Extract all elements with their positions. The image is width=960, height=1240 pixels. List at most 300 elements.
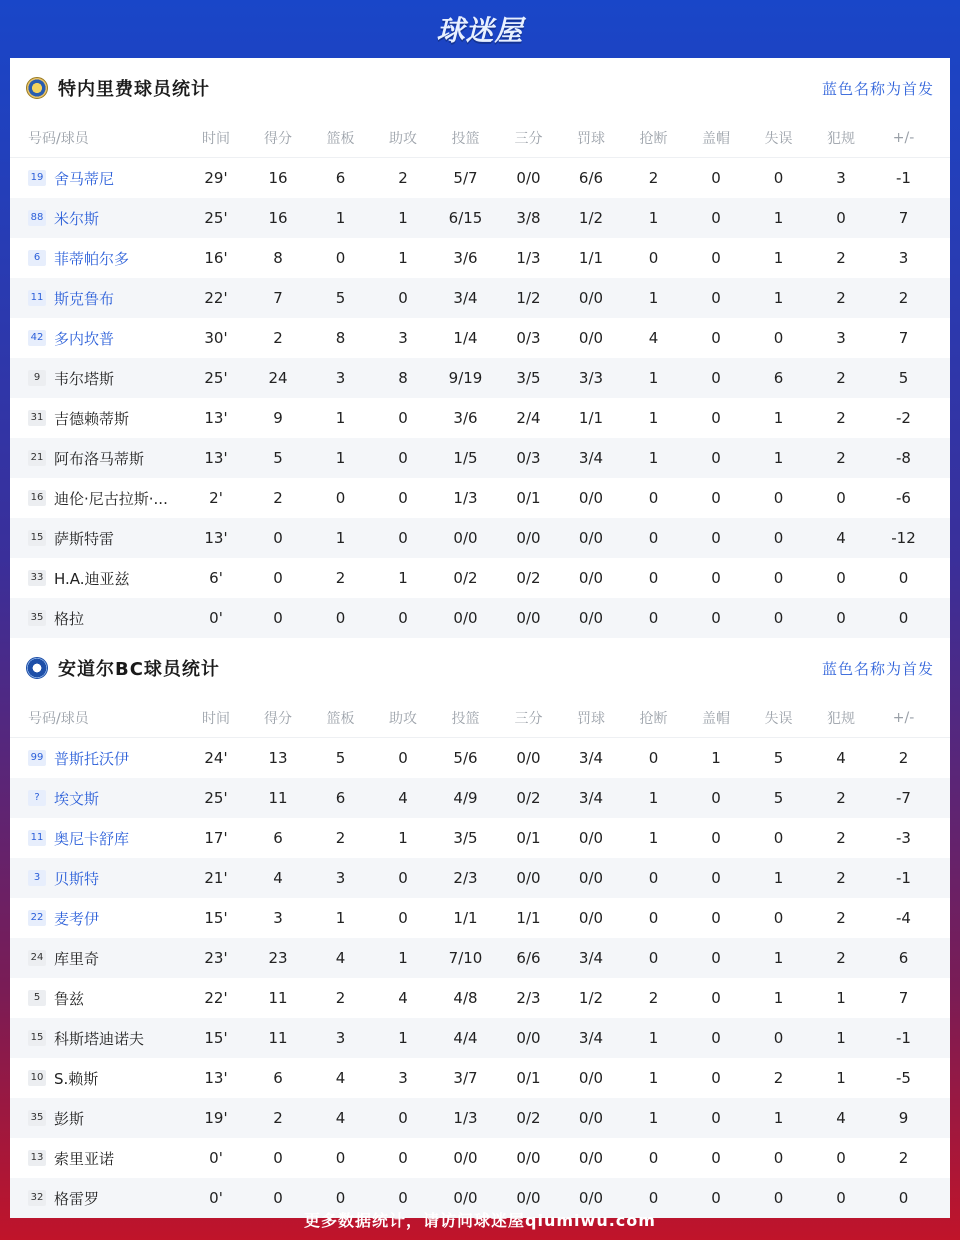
player-row[interactable] [10, 598, 950, 638]
player-cell[interactable] [10, 748, 185, 769]
stat-steals-col: 1 [648, 1109, 659, 1127]
header-fouls-col: 犯规 [827, 710, 855, 727]
player-row[interactable] [10, 778, 950, 818]
stat-field-goals-col: 2/3 [453, 869, 478, 887]
header-steals-col: 抢断 [639, 710, 668, 727]
stat-three-pointers-col: 0/1 [516, 489, 541, 507]
stat-plus-minus-col: 2 [898, 289, 909, 307]
stat-fouls-col: 1 [836, 989, 846, 1007]
player-row[interactable] [10, 1018, 950, 1058]
header-fouls-col: 犯规 [827, 130, 855, 147]
jersey-number: 35 [28, 610, 46, 626]
player-name[interactable]: 鲁兹 [54, 989, 85, 1008]
stat-steals-col: 1 [648, 289, 659, 307]
stat-plus-minus-col: 7 [898, 329, 909, 347]
team-section [10, 58, 950, 638]
player-cell[interactable] [10, 1068, 185, 1089]
footer-banner[interactable]: 更多数据统计，请访问球迷屋qiumiwu.com [304, 1210, 656, 1230]
stat-time-col: 0' [209, 1189, 223, 1207]
stat-points-col: 2 [273, 489, 283, 507]
stat-blocks-col: 0 [711, 869, 721, 887]
player-name[interactable]: H.A.迪亚兹 [54, 569, 130, 588]
player-row[interactable] [10, 398, 950, 438]
player-name[interactable]: 萨斯特雷 [54, 529, 115, 548]
stat-points-col: 16 [268, 169, 288, 187]
header-steals-col: 抢断 [639, 130, 668, 147]
stat-blocks-col: 0 [711, 329, 721, 347]
stat-plus-minus-col: -5 [896, 1069, 911, 1087]
jersey-number: 31 [28, 410, 46, 426]
stat-time-col: 2' [209, 489, 223, 507]
stat-time-col: 6' [209, 569, 223, 587]
stat-field-goals-col: 0/0 [453, 529, 478, 547]
jersey-number: 42 [28, 330, 46, 346]
stat-points-col: 7 [273, 289, 283, 307]
player-cell[interactable] [10, 448, 185, 469]
header-free-throws-col: 罚球 [577, 130, 605, 147]
player-cell[interactable] [10, 948, 185, 969]
stat-steals-col: 0 [648, 869, 659, 887]
stat-points-col: 0 [273, 569, 283, 587]
jersey-number: 21 [28, 450, 46, 466]
player-cell[interactable] [10, 868, 185, 889]
stat-time-col: 30' [204, 329, 228, 347]
player-cell[interactable] [10, 608, 185, 629]
stat-fouls-col: 2 [836, 789, 846, 807]
stat-free-throws-col: 0/0 [578, 909, 604, 927]
stat-turnovers-col: 0 [773, 529, 784, 547]
stat-assists-col: 2 [398, 169, 408, 187]
player-cell[interactable] [10, 1108, 185, 1129]
stat-steals-col: 0 [648, 529, 659, 547]
stat-steals-col: 2 [648, 989, 659, 1007]
stat-steals-col: 0 [648, 489, 659, 507]
stat-field-goals-col: 4/8 [453, 989, 478, 1007]
jersey-number: 15 [28, 530, 46, 546]
stat-assists-col: 0 [398, 489, 408, 507]
player-row[interactable] [10, 978, 950, 1018]
header-field-goals-col: 投篮 [451, 710, 480, 727]
header-rebounds-col: 篮板 [326, 710, 355, 727]
player-row[interactable] [10, 738, 950, 778]
tenerife-team-logo-icon [26, 77, 48, 99]
stat-fouls-col: 2 [836, 369, 846, 387]
stat-turnovers-col: 5 [773, 749, 784, 767]
stat-turnovers-col: 1 [773, 409, 784, 427]
stat-field-goals-col: 3/6 [453, 249, 478, 267]
stat-steals-col: 0 [648, 1149, 659, 1167]
player-cell[interactable] [10, 368, 185, 389]
stat-free-throws-col: 1/1 [578, 249, 604, 267]
stat-assists-col: 1 [398, 249, 408, 267]
player-name[interactable]: 舍马蒂尼 [54, 169, 115, 188]
stat-plus-minus-col: -4 [896, 909, 911, 927]
stat-field-goals-col: 3/6 [453, 409, 478, 427]
player-cell[interactable] [10, 1148, 185, 1169]
stat-field-goals-col: 1/5 [453, 449, 478, 467]
stat-fouls-col: 2 [836, 449, 846, 467]
stat-plus-minus-col: 5 [898, 369, 909, 387]
stat-three-pointers-col: 0/1 [516, 829, 541, 847]
stat-rebounds-col: 3 [335, 1029, 346, 1047]
player-row[interactable] [10, 238, 950, 278]
stat-rebounds-col: 3 [335, 369, 346, 387]
header-assists-col: 助攻 [389, 710, 417, 727]
stat-steals-col: 0 [648, 609, 659, 627]
stat-points-col: 16 [268, 209, 288, 227]
stat-field-goals-col: 1/3 [453, 1109, 478, 1127]
player-name[interactable]: 米尔斯 [54, 209, 100, 228]
stat-three-pointers-col: 3/5 [516, 369, 541, 387]
stat-free-throws-col: 0/0 [578, 1069, 604, 1087]
stat-free-throws-col: 0/0 [578, 289, 604, 307]
player-row[interactable] [10, 158, 950, 198]
stat-fouls-col: 3 [836, 329, 846, 347]
stat-free-throws-col: 1/1 [578, 409, 604, 427]
stat-assists-col: 4 [398, 789, 408, 807]
player-row[interactable] [10, 558, 950, 598]
andorra-team-logo-icon [26, 657, 48, 679]
stat-time-col: 24' [204, 749, 228, 767]
player-row[interactable] [10, 818, 950, 858]
stat-free-throws-col: 0/0 [578, 1109, 604, 1127]
stat-fouls-col: 4 [836, 1109, 846, 1127]
stat-turnovers-col: 1 [773, 209, 784, 227]
stat-points-col: 5 [273, 449, 283, 467]
stat-rebounds-col: 1 [335, 449, 346, 467]
stat-points-col: 6 [273, 829, 283, 847]
stat-fouls-col: 4 [836, 529, 846, 547]
stat-free-throws-col: 3/4 [578, 789, 604, 807]
stat-fouls-col: 0 [836, 209, 846, 227]
stat-three-pointers-col: 0/0 [516, 749, 541, 767]
stat-time-col: 23' [204, 949, 228, 967]
stat-assists-col: 0 [398, 1149, 408, 1167]
player-name[interactable]: 贝斯特 [54, 869, 100, 888]
stat-three-pointers-col: 0/3 [516, 449, 541, 467]
team-title: 特内里费球员统计 [58, 79, 210, 100]
stat-time-col: 0' [209, 609, 223, 627]
stat-fouls-col: 1 [836, 1029, 846, 1047]
header-plus-minus-col: +/- [892, 129, 915, 146]
player-name[interactable]: S.赖斯 [54, 1069, 99, 1088]
stat-blocks-col: 0 [711, 369, 721, 387]
stat-plus-minus-col: -8 [896, 449, 911, 467]
stat-free-throws-col: 0/0 [578, 529, 604, 547]
stat-fouls-col: 2 [836, 409, 846, 427]
stat-plus-minus-col: -3 [896, 829, 911, 847]
stat-blocks-col: 0 [711, 409, 721, 427]
stat-three-pointers-col: 0/2 [516, 569, 541, 587]
stat-blocks-col: 0 [711, 1189, 721, 1207]
player-row[interactable] [10, 1058, 950, 1098]
player-name[interactable]: 奥尼卡舒库 [54, 829, 130, 848]
stat-rebounds-col: 2 [335, 569, 346, 587]
stat-fouls-col: 0 [836, 1189, 846, 1207]
stat-free-throws-col: 1/2 [578, 209, 604, 227]
stat-blocks-col: 0 [711, 569, 721, 587]
stat-rebounds-col: 4 [335, 1109, 346, 1127]
player-cell[interactable] [10, 1028, 185, 1049]
player-name[interactable]: 阿布洛马蒂斯 [54, 449, 145, 468]
header-time-col: 时间 [202, 710, 230, 727]
stat-turnovers-col: 0 [773, 1189, 784, 1207]
stat-assists-col: 3 [398, 329, 408, 347]
stats-card [10, 58, 950, 1208]
stat-assists-col: 1 [398, 949, 408, 967]
stat-rebounds-col: 0 [335, 1149, 346, 1167]
stat-points-col: 0 [273, 1149, 283, 1167]
player-row[interactable] [10, 478, 950, 518]
player-cell[interactable] [10, 168, 185, 189]
stat-turnovers-col: 0 [773, 829, 784, 847]
stat-rebounds-col: 0 [335, 249, 346, 267]
stat-assists-col: 1 [398, 829, 408, 847]
player-name[interactable]: 格雷罗 [54, 1189, 100, 1208]
stat-points-col: 2 [273, 1109, 283, 1127]
stat-field-goals-col: 1/4 [453, 329, 478, 347]
stat-points-col: 11 [268, 989, 288, 1007]
player-name[interactable]: 彭斯 [54, 1109, 85, 1128]
stat-assists-col: 1 [398, 1029, 408, 1047]
stat-rebounds-col: 5 [335, 749, 346, 767]
stat-plus-minus-col: -7 [896, 789, 911, 807]
jersey-number: 6 [28, 250, 46, 266]
stat-free-throws-col: 3/4 [578, 449, 604, 467]
player-name[interactable]: 埃文斯 [54, 789, 100, 808]
player-cell[interactable] [10, 988, 185, 1009]
top-banner [0, 0, 960, 58]
stat-field-goals-col: 7/10 [448, 949, 483, 967]
player-cell[interactable] [10, 568, 185, 589]
stat-blocks-col: 1 [711, 749, 721, 767]
player-row[interactable] [10, 858, 950, 898]
player-name[interactable]: 格拉 [54, 609, 85, 628]
header-field-goals-col: 投篮 [451, 130, 480, 147]
stat-rebounds-col: 6 [335, 789, 346, 807]
header-plus-minus-col: +/- [892, 709, 915, 726]
player-name[interactable]: 韦尔塔斯 [54, 369, 115, 388]
stat-fouls-col: 4 [836, 749, 846, 767]
jersey-number: 19 [28, 170, 46, 186]
stat-fouls-col: 0 [836, 489, 846, 507]
stat-fouls-col: 3 [836, 169, 846, 187]
stat-free-throws-col: 3/4 [578, 749, 604, 767]
stat-fouls-col: 2 [836, 949, 846, 967]
header-three-pointers-col: 三分 [514, 130, 543, 147]
stat-turnovers-col: 0 [773, 1029, 784, 1047]
stat-plus-minus-col: 9 [898, 1109, 909, 1127]
jersey-number: 16 [28, 490, 46, 506]
stat-turnovers-col: 5 [773, 789, 784, 807]
jersey-number: 24 [28, 950, 46, 966]
stat-turnovers-col: 0 [773, 329, 784, 347]
jersey-number: 9 [28, 370, 46, 386]
player-row[interactable] [10, 938, 950, 978]
stat-plus-minus-col: 0 [898, 569, 909, 587]
player-row[interactable] [10, 1138, 950, 1178]
header-time-col: 时间 [202, 130, 230, 147]
stat-steals-col: 0 [648, 569, 659, 587]
stat-three-pointers-col: 0/0 [516, 1029, 541, 1047]
jersey-number: 33 [28, 570, 46, 586]
stat-time-col: 13' [204, 449, 228, 467]
stat-plus-minus-col: 7 [898, 989, 909, 1007]
player-row[interactable] [10, 438, 950, 478]
header-player: 号码/球员 [28, 710, 89, 727]
stat-steals-col: 0 [648, 909, 659, 927]
stat-assists-col: 0 [398, 1189, 408, 1207]
player-cell[interactable] [10, 908, 185, 929]
stat-free-throws-col: 0/0 [578, 569, 604, 587]
stat-blocks-col: 0 [711, 1109, 721, 1127]
stat-rebounds-col: 8 [335, 329, 346, 347]
stat-steals-col: 4 [648, 329, 659, 347]
player-cell[interactable] [10, 408, 185, 429]
stat-rebounds-col: 1 [335, 909, 346, 927]
stat-assists-col: 0 [398, 449, 408, 467]
stat-three-pointers-col: 0/3 [516, 329, 541, 347]
stat-assists-col: 0 [398, 529, 408, 547]
stat-field-goals-col: 4/4 [453, 1029, 478, 1047]
stat-rebounds-col: 0 [335, 489, 346, 507]
jersey-number: 13 [28, 1150, 46, 1166]
team-header [10, 638, 950, 698]
player-name[interactable]: 菲蒂帕尔多 [54, 249, 130, 268]
stat-time-col: 25' [204, 209, 228, 227]
header-free-throws-col: 罚球 [577, 710, 605, 727]
stat-blocks-col: 0 [711, 1069, 721, 1087]
stat-assists-col: 3 [398, 1069, 408, 1087]
stat-fouls-col: 2 [836, 869, 846, 887]
player-row[interactable] [10, 318, 950, 358]
player-name[interactable]: 索里亚诺 [54, 1149, 115, 1168]
player-name[interactable]: 吉德赖蒂斯 [54, 409, 130, 428]
stat-three-pointers-col: 0/2 [516, 789, 541, 807]
stat-rebounds-col: 1 [335, 409, 346, 427]
player-row[interactable] [10, 358, 950, 398]
header-points-col: 得分 [264, 130, 292, 147]
player-name[interactable]: 库里奇 [54, 949, 100, 968]
stat-turnovers-col: 1 [773, 989, 784, 1007]
stat-three-pointers-col: 0/0 [516, 1149, 541, 1167]
stat-three-pointers-col: 1/2 [516, 289, 541, 307]
stat-three-pointers-col: 0/0 [516, 169, 541, 187]
jersey-number: 11 [28, 830, 46, 846]
stat-turnovers-col: 0 [773, 1149, 784, 1167]
player-row[interactable] [10, 278, 950, 318]
stat-time-col: 13' [204, 409, 228, 427]
stat-blocks-col: 0 [711, 829, 721, 847]
jersey-number: 35 [28, 1110, 46, 1126]
stat-rebounds-col: 6 [335, 169, 346, 187]
player-cell[interactable] [10, 288, 185, 309]
jersey-number: 22 [28, 910, 46, 926]
stat-plus-minus-col: 0 [898, 1189, 909, 1207]
stat-rebounds-col: 2 [335, 829, 346, 847]
stat-three-pointers-col: 3/8 [516, 209, 541, 227]
stat-assists-col: 0 [398, 289, 408, 307]
stat-steals-col: 0 [648, 949, 659, 967]
player-row[interactable] [10, 1098, 950, 1138]
player-cell[interactable] [10, 248, 185, 269]
stat-blocks-col: 0 [711, 169, 721, 187]
stat-rebounds-col: 1 [335, 529, 346, 547]
stat-turnovers-col: 6 [773, 369, 784, 387]
stat-turnovers-col: 0 [773, 609, 784, 627]
stat-free-throws-col: 0/0 [578, 1149, 604, 1167]
player-name[interactable]: 麦考伊 [54, 909, 100, 928]
player-cell[interactable] [10, 328, 185, 349]
player-row[interactable] [10, 518, 950, 558]
stat-fouls-col: 1 [836, 1069, 846, 1087]
stat-plus-minus-col: -1 [896, 869, 911, 887]
stat-blocks-col: 0 [711, 489, 721, 507]
stat-time-col: 29' [204, 169, 228, 187]
stat-field-goals-col: 0/0 [453, 609, 478, 627]
player-name[interactable]: 斯克鲁布 [54, 289, 115, 308]
jersey-number: 11 [28, 290, 46, 306]
player-cell[interactable] [10, 488, 185, 509]
stat-time-col: 0' [209, 1149, 223, 1167]
stat-free-throws-col: 0/0 [578, 1189, 604, 1207]
stat-three-pointers-col: 2/3 [516, 989, 541, 1007]
player-row[interactable] [10, 198, 950, 238]
stat-points-col: 9 [273, 409, 283, 427]
stat-steals-col: 1 [648, 1069, 659, 1087]
stat-points-col: 0 [273, 1189, 283, 1207]
stat-three-pointers-col: 0/1 [516, 1069, 541, 1087]
player-cell[interactable] [10, 528, 185, 549]
header-blocks-col: 盖帽 [702, 710, 730, 727]
header-turnovers-col: 失误 [764, 710, 793, 727]
player-name[interactable]: 迪伦·尼古拉斯·... [54, 489, 168, 508]
stat-three-pointers-col: 1/1 [516, 909, 541, 927]
stat-blocks-col: 0 [711, 449, 721, 467]
header-rebounds-col: 篮板 [326, 130, 355, 147]
stat-assists-col: 0 [398, 409, 408, 427]
player-name[interactable]: 多内坎普 [54, 329, 115, 348]
stat-rebounds-col: 5 [335, 289, 346, 307]
stat-rebounds-col: 0 [335, 609, 346, 627]
stat-three-pointers-col: 1/3 [516, 249, 541, 267]
stat-field-goals-col: 0/0 [453, 1189, 478, 1207]
header-three-pointers-col: 三分 [514, 710, 543, 727]
player-cell[interactable] [10, 788, 185, 809]
player-cell[interactable] [10, 828, 185, 849]
stat-points-col: 13 [268, 749, 288, 767]
stat-blocks-col: 0 [711, 1029, 721, 1047]
header-player: 号码/球员 [28, 130, 89, 147]
site-logo[interactable]: 球迷屋 [436, 14, 524, 47]
header-assists-col: 助攻 [389, 130, 417, 147]
stat-time-col: 21' [204, 869, 228, 887]
stat-free-throws-col: 6/6 [578, 169, 604, 187]
player-row[interactable] [10, 898, 950, 938]
stat-three-pointers-col: 0/0 [516, 529, 541, 547]
player-cell[interactable] [10, 208, 185, 229]
stat-blocks-col: 0 [711, 989, 721, 1007]
stat-steals-col: 1 [648, 449, 659, 467]
stat-points-col: 6 [273, 1069, 283, 1087]
stat-assists-col: 0 [398, 609, 408, 627]
jersey-number: 88 [28, 210, 46, 226]
stat-blocks-col: 0 [711, 909, 721, 927]
player-name[interactable]: 科斯塔迪诺夫 [54, 1029, 145, 1048]
player-name[interactable]: 普斯托沃伊 [54, 749, 130, 768]
stat-fouls-col: 0 [836, 1149, 846, 1167]
stat-turnovers-col: 1 [773, 949, 784, 967]
